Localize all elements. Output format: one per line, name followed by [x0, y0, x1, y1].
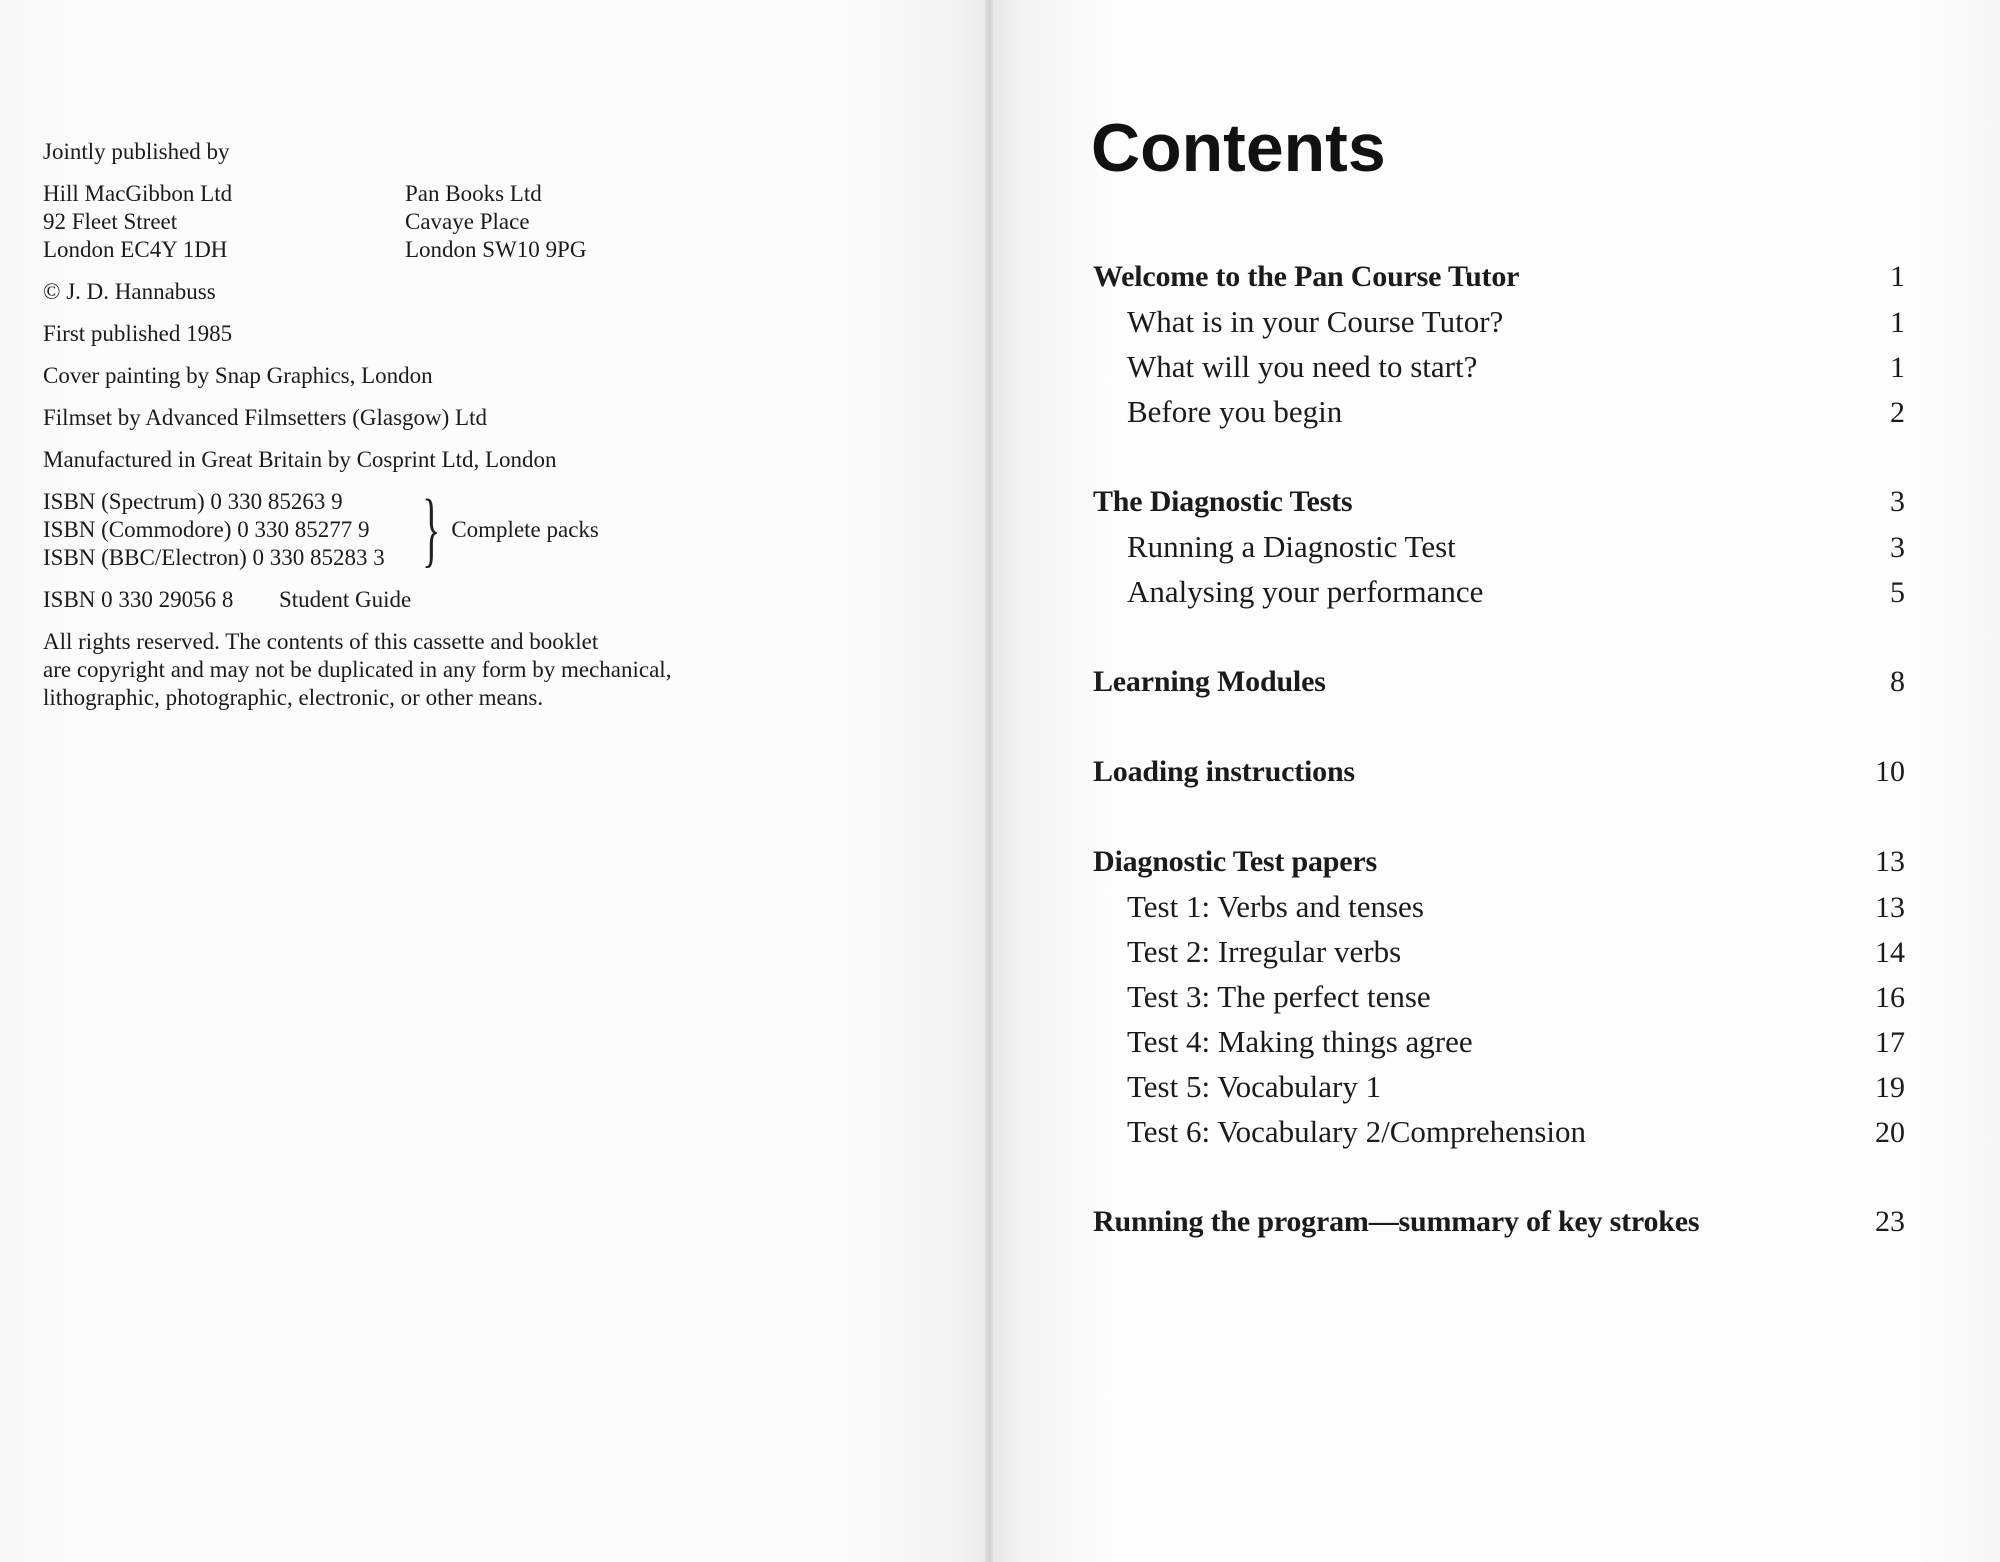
toc-item: Test 3: The perfect tense 16 [1127, 979, 1905, 1014]
toc-item: Analysing your performance 5 [1127, 574, 1905, 609]
toc-item: Test 5: Vocabulary 1 19 [1127, 1069, 1905, 1104]
toc-heading: Running the program—summary of key strokes 23 [1093, 1205, 1905, 1238]
toc-section [1093, 1199, 1905, 1244]
isbn-commodore: ISBN (Commodore) 0 330 85277 9 [43, 517, 370, 542]
toc-item: Test 2: Irregular verbs 14 [1127, 934, 1905, 969]
filmset-credit-text: Filmset by Advanced Filmsetters (Glasgow) Ltd [43, 405, 487, 430]
toc-section [1093, 749, 1905, 794]
toc-heading: Diagnostic Test papers 13 [1093, 845, 1905, 878]
toc-heading: Loading instructions 10 [1093, 755, 1905, 788]
toc-section [1093, 254, 1905, 434]
isbn-bbc-electron: ISBN (BBC/Electron) 0 330 85283 3 [43, 545, 385, 570]
first-published-text: First published 1985 [43, 321, 233, 346]
toc-item: Running a Diagnostic Test 3 [1127, 529, 1905, 564]
toc-section [1093, 839, 1905, 1154]
toc-item: What is in your Course Tutor? 1 [1127, 304, 1905, 339]
isbn-pack-list [43, 488, 423, 572]
publisher-address-hill-macgibbon: Hill MacGibbon Ltd 92 Fleet Street London EC4Y 1DH [43, 181, 233, 262]
toc-item: Test 1: Verbs and tenses 13 [1127, 889, 1905, 924]
toc-heading: Welcome to the Pan Course Tutor 1 [1093, 260, 1905, 293]
page-title: Contents [1091, 110, 1386, 186]
curly-brace-icon: } [422, 483, 441, 576]
toc-section [1093, 659, 1905, 704]
toc-heading: Learning Modules 8 [1093, 665, 1905, 698]
table-of-contents [1093, 254, 1905, 1289]
toc-item: Test 4: Making things agree 17 [1127, 1024, 1905, 1059]
cover-credit-text: Cover painting by Snap Graphics, London [43, 363, 433, 388]
copyright-text: © J. D. Hannabuss [43, 279, 216, 304]
rights-reserved-text: All rights reserved. The contents of this cassette and booklet are copyright and may not be duplicated in any form by mechanical, lithographic, photographic, electronic, or other means. [43, 629, 672, 710]
jointly-published-text: Jointly published by [43, 139, 230, 164]
complete-packs-note: Complete packs [451, 517, 599, 542]
toc-item: What will you need to start? 1 [1127, 349, 1905, 384]
toc-item: Before you begin 2 [1127, 394, 1905, 429]
isbn-spectrum: ISBN (Spectrum) 0 330 85263 9 [43, 489, 343, 514]
book-gutter [985, 0, 993, 1562]
toc-section [1093, 479, 1905, 614]
toc-item: Test 6: Vocabulary 2/Comprehension 20 [1127, 1114, 1905, 1149]
imprint-block [43, 138, 803, 712]
toc-heading: The Diagnostic Tests 3 [1093, 485, 1905, 518]
manufactured-text: Manufactured in Great Britain by Cosprint Ltd, London [43, 447, 557, 472]
isbn-packs [43, 483, 803, 576]
publisher-addresses [43, 180, 803, 264]
publisher-address-pan-books: Pan Books Ltd Cavaye Place London SW10 9PG [405, 181, 587, 262]
student-guide-isbn: ISBN 0 330 29056 8 Student Guide [43, 587, 412, 612]
